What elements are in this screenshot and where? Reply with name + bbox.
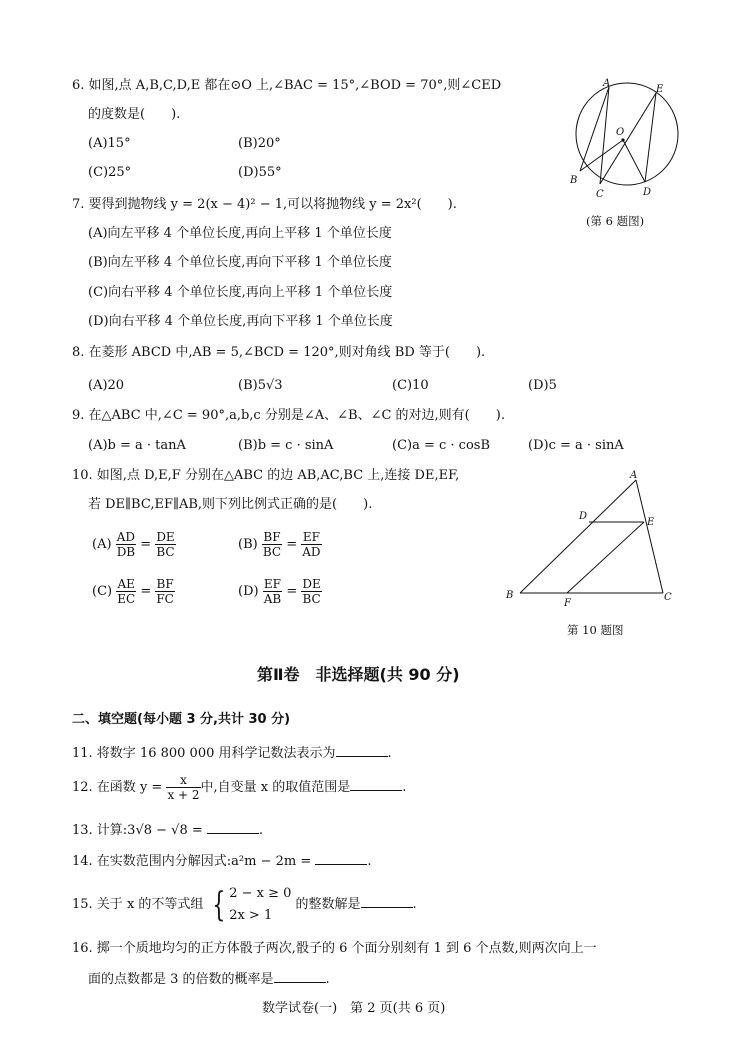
q11-answer-blank[interactable] bbox=[336, 744, 388, 757]
q10-option-c: (C) $\frac{AE}{EC}$ = $\frac{BF}{FC}$ bbox=[92, 577, 174, 606]
q10-option-d-left-fraction bbox=[263, 577, 282, 606]
q16-line1: 16. 掷一个质地均匀的正方体骰子两次,骰子的 6 个面分别刻有 1 到 6 个点数,则两次向上一 bbox=[72, 941, 597, 956]
q10-label-c: C bbox=[664, 592, 672, 603]
q10-option-b-right-num: EF bbox=[302, 530, 320, 544]
q6-option-a: (A)15° bbox=[88, 136, 131, 151]
q10-option-a-right-num: DE bbox=[156, 530, 175, 544]
q6-stem-line1: 6. 如图,点 A,B,C,D,E 都在⊙O 上,∠BAC = 15°,∠BOD = 70°,则∠CED bbox=[72, 78, 502, 93]
q15-ineq1: 2 − x ≥ 0 bbox=[229, 885, 292, 901]
section2-heading: 二、填空题(每小题 3 分,共计 30 分) bbox=[72, 712, 291, 727]
q10-label-f: F bbox=[564, 598, 571, 609]
q7-option-a: (A)向左平移 4 个单位长度,再向上平移 1 个单位长度 bbox=[88, 226, 392, 241]
q16-answer-blank[interactable] bbox=[274, 970, 326, 983]
q10-option-a-label: (A) bbox=[92, 537, 112, 552]
q6-label-e: E bbox=[656, 84, 664, 95]
q10-option-a-right-den: BC bbox=[156, 545, 175, 559]
q8-option-a: (A)20 bbox=[88, 378, 125, 393]
q10-option-b-label: (B) bbox=[238, 537, 258, 552]
q15-pre: 15. 关于 x 的不等式组 bbox=[72, 897, 204, 912]
q16-line2: 面的点数都是 3 的倍数的概率是 bbox=[88, 972, 274, 987]
q6-figure-circle bbox=[565, 74, 695, 210]
q15-ineq2: 2x > 1 bbox=[229, 907, 273, 923]
q12-num: x bbox=[166, 773, 200, 788]
q10-label-a: A bbox=[630, 470, 638, 481]
q6-option-c: (C)25° bbox=[88, 165, 132, 180]
q6-option-d: (D)55° bbox=[238, 165, 282, 180]
q9-option-a: (A)b = a · tanA bbox=[88, 438, 186, 453]
q6-label-o: O bbox=[616, 127, 625, 138]
q14-answer-blank[interactable] bbox=[315, 852, 367, 865]
q15-post: 的整数解是 bbox=[295, 897, 361, 912]
q11: 11. 将数字 16 800 000 用科学记数法表示为 . bbox=[72, 746, 392, 761]
q16-line2-wrap: 面的点数都是 3 的倍数的概率是 . bbox=[88, 972, 330, 987]
q6-stem-line2: 的度数是( ). bbox=[88, 107, 181, 122]
q10-option-a-left-num: AD bbox=[116, 530, 136, 544]
q12-pre: 12. 在函数 y = bbox=[72, 780, 163, 795]
q10-option-b-left-num: BF bbox=[263, 530, 281, 544]
q10-option-d-label: (D) bbox=[238, 584, 259, 599]
q6-label-c: C bbox=[596, 189, 604, 200]
q10-option-d-right-fraction bbox=[301, 577, 321, 606]
q10-label-b: B bbox=[506, 590, 514, 601]
q6-label-a: A bbox=[603, 78, 611, 89]
q10-option-b: (B) $\frac{BF}{BC}$ = $\frac{EF}{AD}$ bbox=[238, 530, 321, 559]
q10-option-c-label: (C) bbox=[92, 584, 113, 599]
q8-option-b: (B)5√3 bbox=[238, 378, 283, 393]
q10-option-d-left-num: EF bbox=[263, 577, 281, 591]
q8-option-d: (D)5 bbox=[528, 378, 557, 393]
q10-stem-line2: 若 DE∥BC,EF∥AB,则下列比例式正确的是( ). bbox=[88, 497, 373, 512]
q10-option-d-left-den: AB bbox=[263, 592, 282, 606]
q10-option-d-right-num: DE bbox=[302, 577, 321, 591]
q10-option-c-left-den: EC bbox=[117, 592, 136, 606]
q7-option-c: (C)向右平移 4 个单位长度,再向上平移 1 个单位长度 bbox=[88, 285, 393, 300]
q9-stem: 9. 在△ABC 中,∠C = 90°,a,b,c 分别是∠A、∠B、∠C 的对边,则有( ). bbox=[72, 408, 505, 423]
q10-option-c-right-fraction bbox=[155, 577, 175, 606]
q6-figure-caption: (第 6 题图) bbox=[586, 214, 645, 228]
q15-answer-blank[interactable] bbox=[361, 895, 413, 908]
q13: 13. 计算:3√8 − √8 = . bbox=[72, 823, 264, 838]
q9-option-b: (B)b = c · sinA bbox=[238, 438, 334, 453]
q10-option-c-right-den: FC bbox=[156, 592, 174, 606]
q7-option-b: (B)向左平移 4 个单位长度,再向下平移 1 个单位长度 bbox=[88, 255, 392, 270]
q6-label-d: D bbox=[643, 187, 652, 198]
q13-text: 13. 计算:3√8 − √8 = bbox=[72, 823, 203, 838]
q14: 14. 在实数范围内分解因式:a²m − 2m = . bbox=[72, 854, 372, 869]
q10-option-a-left-den: DB bbox=[116, 545, 136, 559]
q7-option-d: (D)向右平移 4 个单位长度,再向下平移 1 个单位长度 bbox=[88, 314, 393, 329]
q10-option-b-left-den: BC bbox=[262, 545, 282, 559]
q10-option-d-right-den: BC bbox=[302, 592, 321, 606]
q15-system bbox=[229, 883, 291, 927]
q12-den: x + 2 bbox=[167, 788, 200, 802]
q6-option-b: (B)20° bbox=[238, 136, 281, 151]
q8-stem: 8. 在菱形 ABCD 中,AB = 5,∠BCD = 120°,则对角线 BD 等于( ). bbox=[72, 345, 486, 360]
q12-post: 中,自变量 x 的取值范围是 bbox=[200, 780, 351, 795]
q10-stem-line1: 10. 如图,点 D,E,F 分别在△ABC 的边 AB,AC,BC 上,连接 DE,EF, bbox=[72, 468, 460, 483]
q10-option-a: (A) $\frac{AD}{DB}$ = $\frac{DE}{BC}$ bbox=[92, 530, 175, 559]
q12: 12. 在函数 y = $\frac{x}{x + 2}$ 中,自变量 x 的取值范围是 . bbox=[72, 773, 407, 802]
q10-figure-triangle bbox=[500, 468, 682, 610]
q12-fraction bbox=[166, 773, 200, 802]
q10-option-a-left-fraction bbox=[116, 530, 136, 559]
q8-option-c: (C)10 bbox=[392, 378, 429, 393]
q10-figure-caption: 第 10 题图 bbox=[567, 623, 624, 637]
q9-option-d: (D)c = a · sinA bbox=[528, 438, 624, 453]
q7-stem: 7. 要得到抛物线 y = 2(x − 4)² − 1,可以将抛物线 y = 2x²( ). bbox=[72, 197, 457, 212]
q12-answer-blank[interactable] bbox=[350, 778, 402, 791]
q10-option-b-right-fraction bbox=[301, 530, 321, 559]
q6-label-b: B bbox=[570, 175, 578, 186]
q9-option-c: (C)a = c · cosB bbox=[392, 438, 491, 453]
q13-answer-blank[interactable] bbox=[207, 821, 259, 834]
q10-option-c-left-num: AE bbox=[117, 577, 135, 591]
q14-text: 14. 在实数范围内分解因式:a²m − 2m = bbox=[72, 854, 312, 869]
q10-option-d: (D) $\frac{EF}{AB}$ = $\frac{DE}{BC}$ bbox=[238, 577, 321, 606]
q10-option-b-left-fraction bbox=[262, 530, 282, 559]
q10-label-d: D bbox=[579, 511, 588, 522]
q15: 15. 关于 x 的不等式组 { 2 − x ≥ 0 2x > 1 的整数解是 . bbox=[72, 884, 417, 925]
q10-option-c-right-num: BF bbox=[156, 577, 174, 591]
q10-label-e: E bbox=[647, 517, 655, 528]
q15-brace: { bbox=[211, 884, 225, 925]
q11-text: 11. 将数字 16 800 000 用科学记数法表示为 bbox=[72, 746, 336, 761]
part2-title: 第Ⅱ卷 非选择题(共 90 分) bbox=[257, 665, 460, 684]
q10-option-c-left-fraction bbox=[116, 577, 136, 606]
q10-option-b-right-den: AD bbox=[302, 545, 321, 559]
q10-option-a-right-fraction bbox=[155, 530, 175, 559]
page-footer: 数学试卷(一) 第 2 页(共 6 页) bbox=[262, 1001, 446, 1016]
